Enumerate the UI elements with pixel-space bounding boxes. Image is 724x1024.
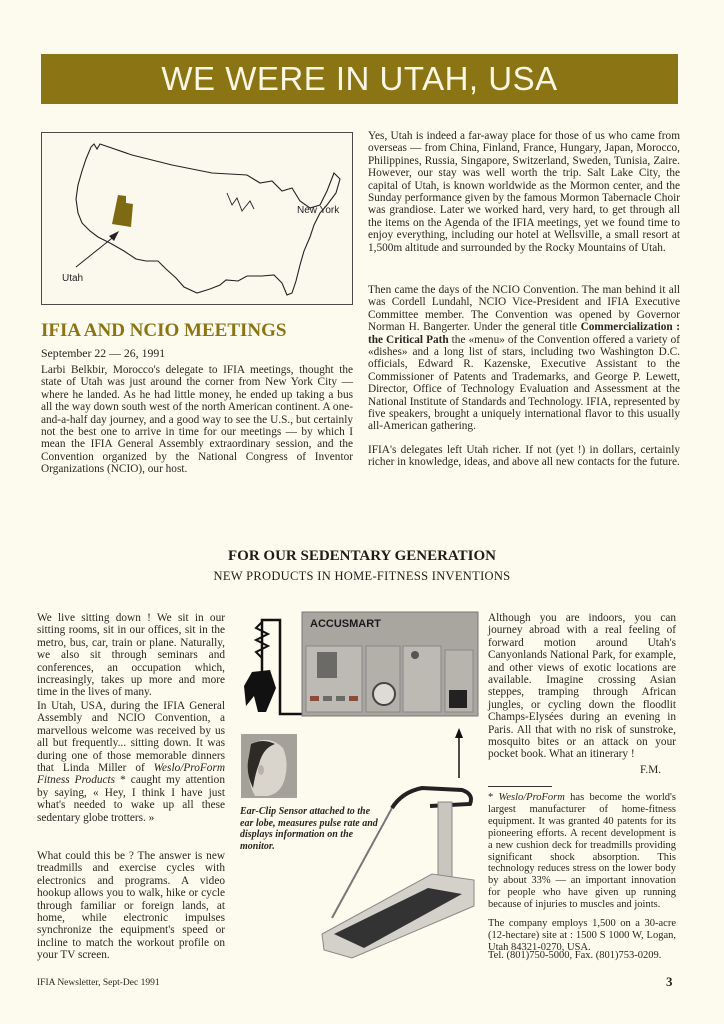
footnote-text: has become the world's largest manufacturer of home-fitness equipment. It was granted 40 patents for its pioneering efforts. A recent development is a new cushion deck for treadmills providing significant shock absorption. This technology reduces stress on the lower body by about 33% — an important innovation for people who have given up running because of injuries to muscles and joints. (488, 792, 676, 911)
weslo-proform-name: Weslo/ProForm Fitness Products (37, 762, 225, 787)
p2-text-after: the «menu» of the Convention offered a variety of «dishes» and a long list of stars, including two Washington D.C. officials, Edward R. Kazenske, Executive Assistant to the Commissioner of Patents and Trademarks, and George P. Lewett, Director, Office of Technology Evaluation and Assessment at the National Institute of Standards and Technology. IFIA, represented by five speakers, brought a uniquely international flavor to this usually all-American gathering. (368, 333, 680, 433)
utah-highlight (112, 195, 133, 227)
company-address: The company employs 1,500 on a 30-acre (12-hectare) site at : 1500 S 1000 W, Logan, Utah 84321-0270, USA. (488, 918, 676, 953)
company-contact: Tel. (801)750-5000, Fax. (801)753-0209. (488, 950, 662, 961)
footnote-company: Weslo/ProForm (498, 792, 565, 803)
section-title-meetings: IFIA AND NCIO MEETINGS (41, 320, 287, 341)
treadmill-image (312, 728, 482, 960)
p2-text-before: Then came the days of the NCIO Convention. The man behind it all was Cordell Lundahl, NCIO Vice-President and IFIA Executive Committee member. The Convention was opened by Governor Norman H. Bangerter. Under the general title (368, 284, 680, 334)
treadmill-handlebar (392, 788, 471, 808)
ear-clip-caption: Ear-Clip Sensor attached to the ear lobe, measures pulse rate and displays information on the monitor. (240, 806, 378, 852)
author-signature: F.M. (640, 764, 662, 776)
fitness-section-title: FOR OUR SEDENTARY GENERATION (228, 548, 496, 564)
pointer-arrow-head (455, 728, 463, 738)
utah-paragraph-1: Yes, Utah is indeed a far-away place for those of us who came from overseas — from China, Finland, France, Hungary, Japan, Morocco, Philippines, Russia, Singapore, Switzerland, Sweden, Tunisia, Zaire. However, our stay was well worth the trip. Salt Lake City, the capital of Utah, is known worldwide as the Mormon center, and the Sunday performance given by the famous Mormon Tabernacle Choir was grandiose. Later we worked hard, very hard, to get through all the items on the Agenda of the IFIA meetings, yet we found time to enjoy everything, including our hotel at Wellsville, a small resort at 1,500m altitude and surrounded by the Rocky Mountains of Utah. (368, 130, 680, 254)
meeting-dates: September 22 — 26, 1991 (41, 346, 166, 360)
fitness-left-paragraph-1: We live sitting down ! We sit in our sitting rooms, sit in our offices, sit in the metro, bus, car, train or plane. Naturally, we also sit through seminars and conferences, an occupation which, increasingly, takes up more and more time in the lives of many. (37, 612, 225, 699)
footer-publication: IFIA Newsletter, Sept-Dec 1991 (37, 978, 160, 988)
headline: WE WERE IN UTAH, USA (161, 60, 558, 97)
left-p2-before: In Utah, USA, during the IFIA General Assembly and NCIO Convention, a marvellous welcome was received by us all but frequently... sitting down. It was during one of those memorable dinners that Linda Miller of (37, 700, 225, 775)
convention-title: Commercialization : the Critical Path (368, 321, 680, 346)
footnote (488, 792, 676, 911)
fitness-section-subtitle: NEW PRODUCTS IN HOME-FITNESS INVENTIONS (213, 569, 511, 583)
meetings-paragraph: Larbi Belkbir, Morocco's delegate to IFIA meetings, thought the state of Utah was just around the corner from New York City — where he landed. As he had little money, he ended up taking a bus all the way down south west of the north American continent. A one-and-a-half day journey, and a good way to see the U.S., but certainly not the best one to arrive in time for our meetings — by which I mean the IFIA General Assembly extraordinary session, and the Convention organized by the National Congress of Inventor Organizations (NCIO), our host. (41, 364, 353, 476)
fitness-left-paragraph-2 (37, 700, 225, 824)
utah-label: Utah (62, 273, 84, 284)
ear-clip (244, 670, 276, 712)
treadmill-upright (438, 802, 452, 882)
usa-map (41, 132, 353, 305)
fitness-left-paragraph-3: What could this be ? The answer is new treadmills and exercise cycles with electronics and programs. A video hookup allows you to walk, hike or cycle through familiar or foreign lands, at home, while electronic impulses synchronize the equipment's speed or incline to match the workout profile on your TV screen. (37, 850, 225, 962)
footnote-rule (488, 786, 552, 787)
monitor-dial (373, 683, 395, 705)
headline-banner (41, 54, 678, 104)
monitor-panel-right (403, 646, 441, 712)
left-p2-after: * caught my attention by saying, « Hey, I think I have just what's needed to wake up all these sedentary globe trotters. » (37, 774, 225, 824)
monitor-lcd (317, 652, 337, 678)
fitness-right-paragraph: Although you are indoors, you can journey abroad with a real feeling of forward motion around Utah's Canyonlands National Park, for example, and other views of exotic locations are available. Imagine crossing Asian steppes, tramping through African jungles, or cycling down the floodlit Champs-Elysées during an evening in Paris. All that with no risk of sunstroke, mosquito bites or an attack on your pocket book. What an itinerary ! (488, 612, 676, 761)
ear-clip-photo (241, 734, 297, 798)
utah-arrow-line (76, 235, 116, 267)
usa-outline-map (42, 133, 352, 304)
great-lakes (227, 193, 254, 211)
utah-paragraph-3: IFIA's delegates left Utah richer. If not (yet !) in dollars, certainly richer in knowledge, ideas, and above all new contacts for the future. (368, 444, 680, 469)
new-york-label: New York (297, 205, 340, 216)
monitor-brand: ACCUSMART (310, 618, 381, 630)
accusmart-monitor-image (240, 610, 480, 720)
footnote-marker: * (488, 792, 499, 803)
utah-paragraph-2 (368, 284, 680, 433)
page-number: 3 (666, 974, 673, 989)
